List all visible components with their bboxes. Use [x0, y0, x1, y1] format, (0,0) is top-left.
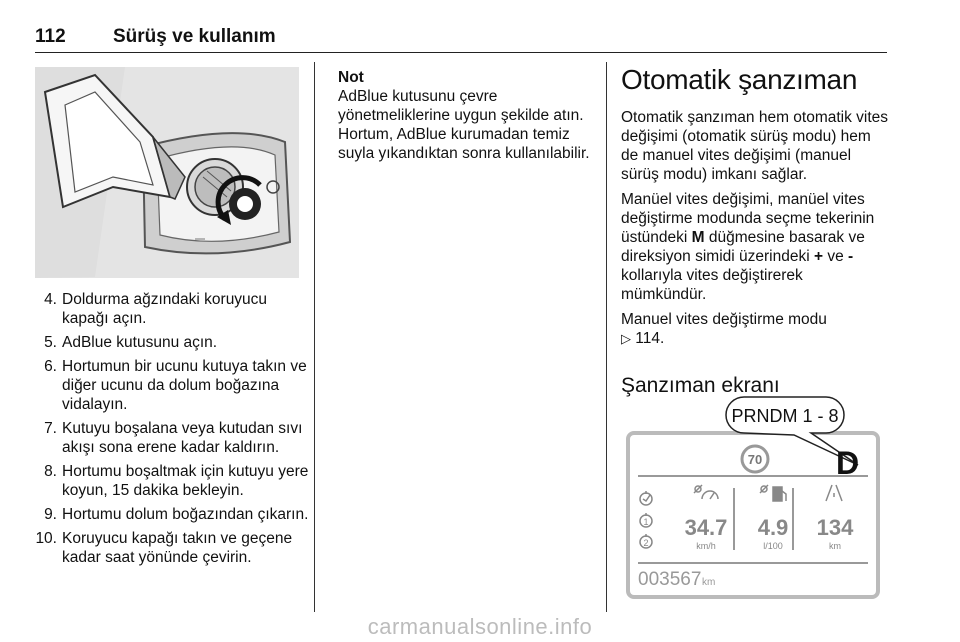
instrument-cluster-illustration [626, 395, 880, 600]
section-heading: Otomatik şanzıman [621, 64, 858, 95]
section-title: Sürüş ve kullanım [113, 26, 276, 47]
intro-paragraph: Otomatik şanzıman hem otomatik vites değişimi (otomatik sürüş modu) hem de manuel vites değişimi (manuel sürüş modu) imkanı sağlar. [621, 109, 889, 183]
list-item: 9. Hortumu dolum boğazından çıkarın. [44, 506, 309, 523]
list-item: 4. Doldurma ağzındaki koruyucu kapağı açın. [44, 291, 268, 327]
reference-page: 114. [631, 330, 665, 347]
list-item: 5. AdBlue kutusunu açın. [44, 334, 218, 351]
note-text: AdBlue kutusunu çevre yönetmeliklerine uygun şekilde atın. Hortum, AdBlue kurumadan temiz suyla yıkandıktan sonra kullanılabilir. [338, 88, 590, 162]
list-item: 8. Hortumu boşaltmak için kutuyu yere koyun, 15 dakika bekleyin. [44, 463, 309, 499]
column-divider-right [606, 62, 607, 612]
reference-arrow-icon: ▷ [621, 331, 631, 346]
page-number: 112 [35, 26, 66, 47]
average-speed-unit: km/h [696, 541, 716, 551]
instruction-steps [35, 290, 310, 572]
fuel-consumption-unit: l/100 [763, 541, 783, 551]
m-button-label: M [691, 229, 705, 246]
manual-shift-paragraph: Manüel vites değişimi, manüel vites değiştirme modunda seçme tekerinin üstündeki M düğmesine basarak ve direksiyon simidi üzerindeki + ve - kollarıyla vites değiştirerek mümkündür. [621, 191, 875, 303]
list-item: 6. Hortumun bir ucunu kutuya takın ve diğer ucunu da dolum boğazına vidalayın. [44, 358, 307, 413]
average-speed-value: 34.7 [684, 515, 728, 540]
speed-limit-value: 70 [747, 452, 763, 467]
page-header [35, 22, 887, 53]
range-value: 134 [816, 515, 854, 540]
cross-reference: Manuel vites değiştirme modu ▷ 114. [621, 311, 827, 347]
odometer-value: 003567 [638, 569, 702, 590]
column-divider-left [314, 62, 315, 612]
filler-cap-drawing [35, 67, 299, 278]
note-heading: Not [338, 69, 364, 86]
list-item: 7. Kutuyu boşalana veya kutudan sıvı akışı sona erene kadar kaldırın. [44, 420, 303, 456]
automatic-transmission-section [621, 64, 891, 398]
list-item: 10. Koruyucu kapağı takın ve geçene kadar saat yönünde çevirin. [35, 530, 293, 566]
watermark: carmanualsonline.info [367, 614, 593, 639]
gear-indicator: D [836, 445, 860, 481]
gear-modes-callout: PRNDM 1 - 8 [731, 406, 839, 426]
adblue-filler-illustration [35, 67, 299, 278]
odometer-unit: km [702, 577, 716, 588]
note-box [338, 68, 600, 163]
subsection-heading: Şanzıman ekranı [621, 374, 780, 397]
fuel-consumption-value: 4.9 [757, 515, 789, 540]
trip-2-label: 2 [643, 538, 649, 548]
range-unit: km [829, 541, 841, 551]
plus-paddle-label: + [813, 248, 824, 265]
minus-paddle-label: - [848, 248, 854, 265]
trip-1-label: 1 [643, 517, 649, 527]
